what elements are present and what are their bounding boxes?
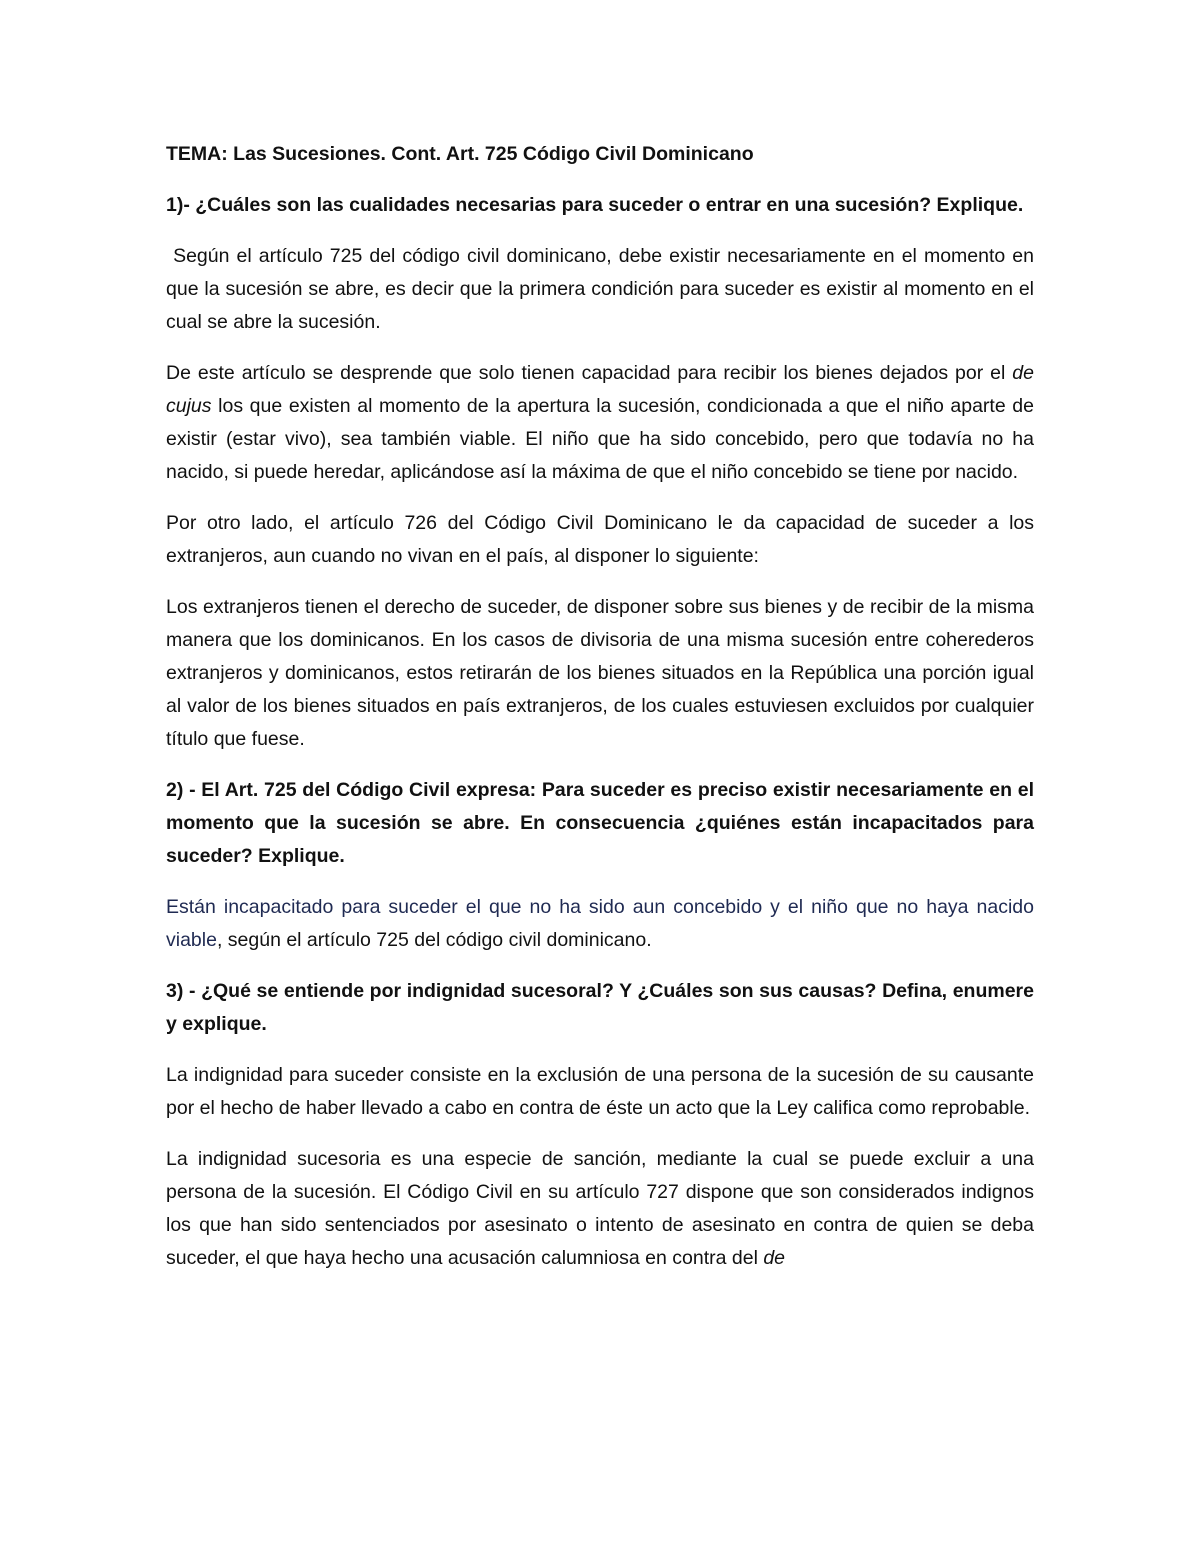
paragraph-7-start: La indignidad sucesoria es una especie de sanción, mediante la cual se puede excluir a una persona de la sucesión. El Código Civil en su artículo 727 dispone que son considerados indignos los que han sido sentenciados por asesinato o intento de asesinato en contra de quien se deba suceder, el que haya hecho una acusación calumniosa en contra del [166,1148,1034,1269]
paragraph-5 [166,891,1034,957]
paragraph-2-start: De este artículo se desprende que solo tienen capacidad para recibir los bienes dejados por el [166,362,1013,384]
paragraph-6: La indignidad para suceder consiste en la exclusión de una persona de la sucesión de su causante por el hecho de haber llevado a cabo en contra de éste un acto que la Ley califica como reprobable. [166,1064,1034,1119]
paragraph-1: Según el artículo 725 del código civil dominicano, debe existir necesariamente en el momento en que la sucesión se abre, es decir que la primera condición para suceder es existir al momento en el cual se abre la sucesión. [166,245,1040,333]
question-3: 3) - ¿Qué se entiende por indignidad sucesoral? Y ¿Cuáles son sus causas? Defina, enumere y explique. [166,980,1034,1035]
paragraph-7-italic-end: de [763,1247,786,1269]
paragraph-7 [166,1143,1034,1275]
paragraph-2-end: los que existen al momento de la apertura la sucesión, condicionada a que el niño aparte de existir (estar vivo), sea también viable. El niño que ha sido concebido, pero que todavía no ha nacido, si puede heredar, aplicándose así la máxima de que el niño concebido se tiene por nacido. [166,395,1034,483]
paragraph-2 [166,357,1034,489]
paragraph-5-rest: , según el artículo 725 del código civil dominicano. [216,929,652,951]
paragraph-4-quote: Los extranjeros tienen el derecho de suceder, de disponer sobre sus bienes y de recibir de la misma manera que los dominicanos. En los casos de divisoria de una misma sucesión entre coherederos extranjeros y dominicanos, estos retirarán de los bienes situados en la República una porción igual al valor de los bienes situados en país extranjeros, de los cuales estuviesen excluidos por cualquier título que fuese. [166,596,1034,750]
paragraph-3: Por otro lado, el artículo 726 del Código Civil Dominicano le da capacidad de suceder a los extranjeros, aun cuando no vivan en el país, al disponer lo siguiente: [166,512,1034,567]
paragraph-5-highlighted: Están incapacitado para suceder el que no ha sido aun concebido y el niño que no haya nacido viable [166,896,1034,951]
question-2: 2) - El Art. 725 del Código Civil expresa: Para suceder es preciso existir necesariamente en el momento que la sucesión se abre. En consecuencia ¿quiénes están incapacitados para suceder? Explique. [166,779,1034,867]
document-title: TEMA: Las Sucesiones. Cont. Art. 725 Código Civil Dominicano [166,143,754,165]
document-body [166,138,1040,1293]
question-1: 1)- ¿Cuáles son las cualidades necesarias para suceder o entrar en una sucesión? Explique. [166,194,1024,216]
latin-term-de-cujus: de cujus [166,362,1034,417]
